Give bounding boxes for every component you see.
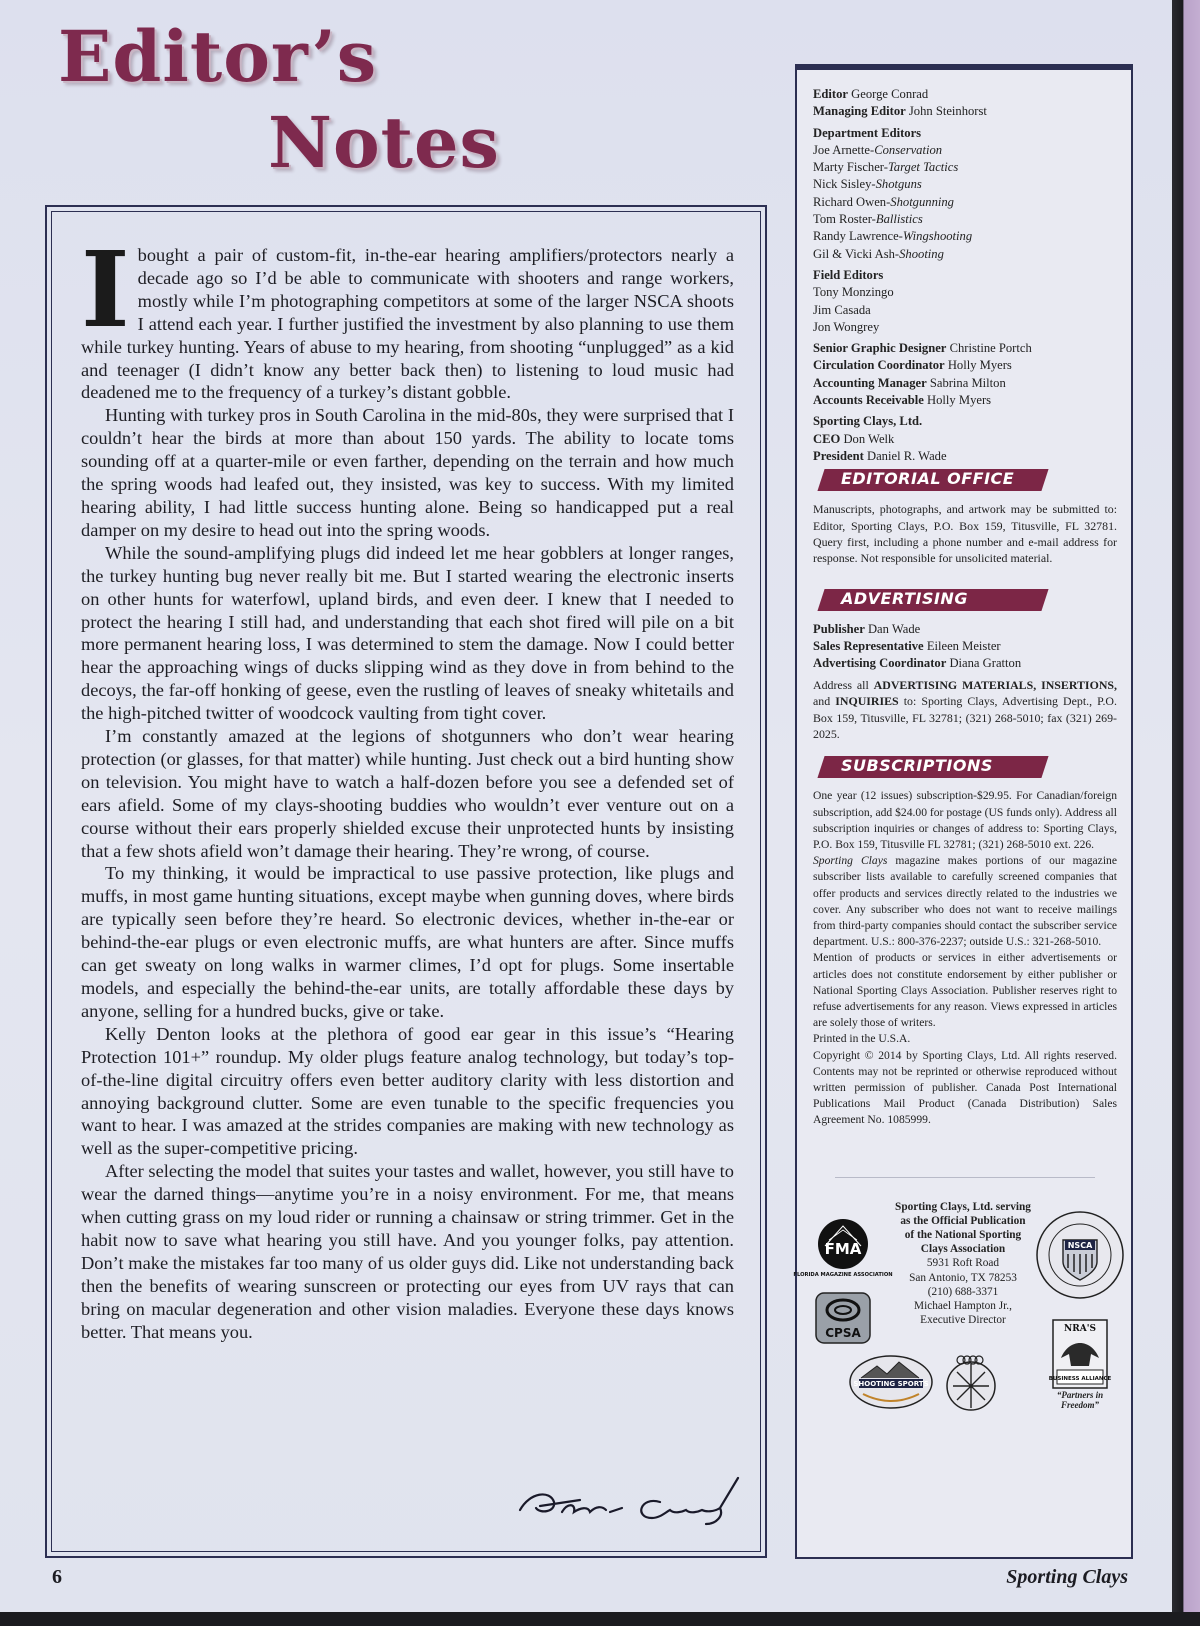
fma-logo-icon bbox=[793, 1218, 893, 1290]
editor-signature bbox=[510, 1472, 750, 1532]
mention-text: Mention of products or services in either advertisements or articles does not constitute endorsement by either publisher or National Sporting Clays Association. Publisher reserves right to refuse advertisements for any reason. Views expressed in articles are solely those of writers. bbox=[813, 951, 1117, 1030]
staff-line: Editor George Conrad bbox=[813, 87, 929, 101]
svg-text:BUSINESS ALLIANCE: BUSINESS ALLIANCE bbox=[1048, 1375, 1112, 1382]
nsca-logo-icon bbox=[1035, 1210, 1125, 1300]
magazine-name: Sporting Clays bbox=[1006, 1566, 1128, 1588]
svg-text:FMA: FMA bbox=[824, 1239, 862, 1258]
department-editor-line: Joe Arnette-Conservation bbox=[813, 142, 943, 157]
svg-text:NRA'S: NRA'S bbox=[1064, 1323, 1096, 1334]
article-paragraph-2: Hunting with turkey pros in South Carolina in the mid-80s, they were surprised that I couldn’t hear the birds at more than about 150 yards. The ability to locate toms sounding off at a quarter-mile or even farther, depending on the terrain and how much the spring woods had leafed out, they insisted, was key to success. With my limited hearing ability, I had little success hunting alone. Being so handicapped put a real damper on my desire to head out into the spring woods. bbox=[81, 405, 734, 540]
masthead bbox=[795, 64, 1133, 1559]
svg-text:NSCA: NSCA bbox=[1067, 1240, 1093, 1250]
staff-line: Accounts Receivable Holly Myers bbox=[813, 393, 992, 408]
svg-text:CPSA: CPSA bbox=[825, 1325, 861, 1340]
page-edge bbox=[1172, 0, 1200, 1626]
address-line: Executive Director bbox=[920, 1314, 1006, 1327]
official-publication-block: Sporting Clays, Ltd. serving as the Official Publication of the National Sporting Clays Association 5931 Roft Road San Antonio, TX 78253 (210) 688-3371 Michael Hampton Jr., Executive Director bbox=[895, 1200, 1031, 1327]
field-editor-line: Jon Wongrey bbox=[813, 319, 880, 334]
department-editor-line: Gil & Vicki Ash-Shooting bbox=[813, 246, 944, 261]
article-body bbox=[51, 211, 761, 1552]
cpsa-logo-icon bbox=[815, 1292, 871, 1344]
article-paragraph-7: After selecting the model that suites your tastes and wallet, however, you still have to wear the darned things—anytime you’re in a noisy environment. For me, that means when cutting grass on my loud rider or running a chainsaw or string trimmer. Get in the habit now to save what hearing you still have. And you younger folks, pay attention. Don’t make the mistakes far too many of us older guys did. Like not understanding back then the benefits of wearing sunscreen or protecting our eyes from UV rays that can bring on macular degeneration and other vision maladies. Everyone these days knows better. That means you. bbox=[81, 1161, 734, 1342]
company-heading: Sporting Clays, Ltd. bbox=[813, 414, 923, 429]
fitasc-logo-icon bbox=[943, 1352, 999, 1414]
drop-cap: I bbox=[81, 228, 130, 351]
printed-text: Printed in the U.S.A. bbox=[813, 1032, 911, 1046]
svg-text:SHOOTING SPORTS: SHOOTING SPORTS bbox=[853, 1379, 929, 1388]
address-line: Michael Hampton Jr., bbox=[914, 1300, 1012, 1313]
ad-staff-line: Advertising Coordinator Diana Gratton bbox=[813, 656, 1022, 671]
address-line: San Antonio, TX 78253 bbox=[909, 1271, 1017, 1284]
company-staff-line: CEO Don Welk bbox=[813, 431, 895, 446]
page-bottom-edge bbox=[0, 1612, 1200, 1626]
subscriptions-banner: SUBSCRIPTIONS bbox=[813, 756, 1117, 778]
subscription-text: One year (12 issues) subscription-$29.95. For Canadian/foreign subscription, add $24.00 for postage (US funds only). Address all subscription inquiries or changes of address to: Sporting Clays, P.O. Box 159, Titusville FL 32781; (321) 268-5010 ext. 226. bbox=[813, 789, 1117, 851]
ad-staff-line: Publisher Dan Wade bbox=[813, 621, 921, 636]
field-editor-line: Jim Casada bbox=[813, 302, 871, 317]
nra-business-alliance-logo-icon bbox=[1039, 1318, 1121, 1390]
title-line-1: Editor’s bbox=[58, 15, 378, 98]
article-frame bbox=[45, 205, 767, 1558]
article-paragraph-6: Kelly Denton looks at the plethora of good ear gear in this issue’s “Hearing Protection 101+” roundup. My older plugs feature analog technology, but today’s top-of-the-line digital circuitry offers even better auditory clarity with less distortion and annoying background clutter. Some are even tunable to the specific frequencies you want to hear. I was amazed at the strides companies are making with new technology as well as the super-competitive pricing. bbox=[81, 1023, 734, 1159]
article-paragraph-1: Ibought a pair of custom-fit, in-the-ear hearing amplifiers/protectors nearly a decade ago so I’d be able to communicate with shooters and range workers, mostly while I’m photographing competitors at some of the larger NSCA shoots I attend each year. I further justified the investment by also planning to use them while turkey hunting. Years of abuse to my hearing, from shooting “unplugged” as a kid and teenager (I didn’t know any better back then) to listening to loud music had deadened me to the frequency of a turkey’s distant gobble. bbox=[81, 228, 734, 403]
advertising-text: Address all ADVERTISING MATERIALS, INSERTIONS, and INQUIRIES to: Sporting Clays, Advertising Dept., P.O. Box 159, Titusville, FL 32781; (321) 268-5010; fax (321) 269-2025. bbox=[813, 677, 1117, 741]
department-editor-line: Nick Sisley-Shotguns bbox=[813, 177, 922, 192]
ad-staff-line: Sales Representative Eileen Meister bbox=[813, 639, 1001, 654]
article-text bbox=[81, 228, 734, 1344]
article-paragraph-3: While the sound-amplifying plugs did indeed let me hear gobblers at longer ranges, the turkey hunting bug never really bit me. But I started wearing the electronic inserts on other hunts for waterfowl, upland birds, and even deer. I knew that I needed to protect the hearing I still had, and understanding that each shot fired will pile on a bit more permanent hearing loss, I was determined to stem the damage. Now I could better hear the approaching wings of ducks slipping wind as they dove in from behind to the decoys, the far-off honking of geese, even the rustling of leaves of sneaky whitetails and the high-pitched twitter of woodcock vaulting from tight cover. bbox=[81, 542, 734, 724]
page-title bbox=[58, 14, 578, 186]
title-line-2: Notes bbox=[268, 101, 500, 184]
article-paragraph-5: To my thinking, it would be impractical to use passive protection, like plugs and muffs, in most game hunting situations, except maybe when gunning doves, where birds are typically seen before they’re heard. So electronic devices, whether in-the-ear or behind-the-ear plugs or even electronic muffs, are what hunters are after. Since muffs can get sweaty on long walks in warmer climes, I’d opt for plugs. Some insertable models, and especially the behind-the-ear units, are totally affordable these days by anyone, selling for a hundred bucks, give or take. bbox=[81, 863, 734, 1021]
department-editor-line: Tom Roster-Ballistics bbox=[813, 212, 923, 227]
staff-line: Accounting Manager Sabrina Milton bbox=[813, 375, 1006, 390]
svg-text:FLORIDA MAGAZINE ASSOCIATION: FLORIDA MAGAZINE ASSOCIATION bbox=[793, 1271, 893, 1278]
page-number: 6 bbox=[52, 1566, 62, 1588]
nra-tagline: “Partners in Freedom” bbox=[1056, 1389, 1104, 1410]
field-heading: Field Editors bbox=[813, 267, 884, 282]
address-line: (210) 688-3371 bbox=[927, 1285, 999, 1298]
address-line: 5931 Roft Road bbox=[926, 1257, 1000, 1270]
masthead-divider bbox=[835, 1177, 1095, 1178]
staff-line: Circulation Coordinator Holly Myers bbox=[813, 358, 1012, 373]
advertising-banner: ADVERTISING bbox=[813, 589, 1117, 611]
department-editor-line: Richard Owen-Shotgunning bbox=[813, 194, 954, 209]
association-logos bbox=[793, 1200, 1117, 1440]
editorial-text: Manuscripts, photographs, and artwork may be submitted to: Editor, Sporting Clays, P.O. Box 159, Titusville, FL 32781. Query first, including a phone number and e-mail address for response. Not responsible for unsolicited material. bbox=[813, 502, 1117, 566]
copyright-text: Copyright © 2014 by Sporting Clays, Ltd. All rights reserved. Contents may not be reprinted or otherwise reproduced without written permission of publisher. Canada Post International Publications Mail Product (Canada Distribution) Sales Agreement No. 1085999. bbox=[813, 1048, 1117, 1127]
editorial-banner: EDITORIAL OFFICE bbox=[813, 469, 1117, 491]
staff-line: Managing Editor John Steinhorst bbox=[813, 104, 987, 119]
department-editor-line: Randy Lawrence-Wingshooting bbox=[813, 229, 973, 244]
nssf-logo-icon bbox=[849, 1352, 933, 1412]
article-paragraph-4: I’m constantly amazed at the legions of shotgunners who don’t wear hearing protection (or glasses, for that matter) while hunting. Just check out a bird hunting show on television. You might have to watch a half-dozen before you see a defended set of ears afield. Some of my clays-shooting buddies who wouldn’t ever venture out on a course without their ears properly shielded excuse their unprotected hunts by insisting that a few shots afield won’t damage their hearing. They’re wrong, of course. bbox=[81, 726, 734, 861]
privacy-text: Sporting Clays magazine makes portions of our magazine subscriber lists available to carefully screened companies that offer products and services directly related to the industries we cover. Any subscriber who does not want to receive mailings from third-party companies should contact the subscriber service department. U.S.: 800-376-2237; outside U.S.: 321-268-5010. bbox=[813, 854, 1117, 949]
department-editor-line: Marty Fischer-Target Tactics bbox=[813, 160, 959, 175]
staff-line: Senior Graphic Designer Christine Portch bbox=[813, 341, 1032, 356]
field-editor-line: Tony Monzingo bbox=[813, 285, 894, 300]
company-staff-line: President Daniel R. Wade bbox=[813, 448, 947, 463]
dept-heading: Department Editors bbox=[813, 125, 922, 140]
